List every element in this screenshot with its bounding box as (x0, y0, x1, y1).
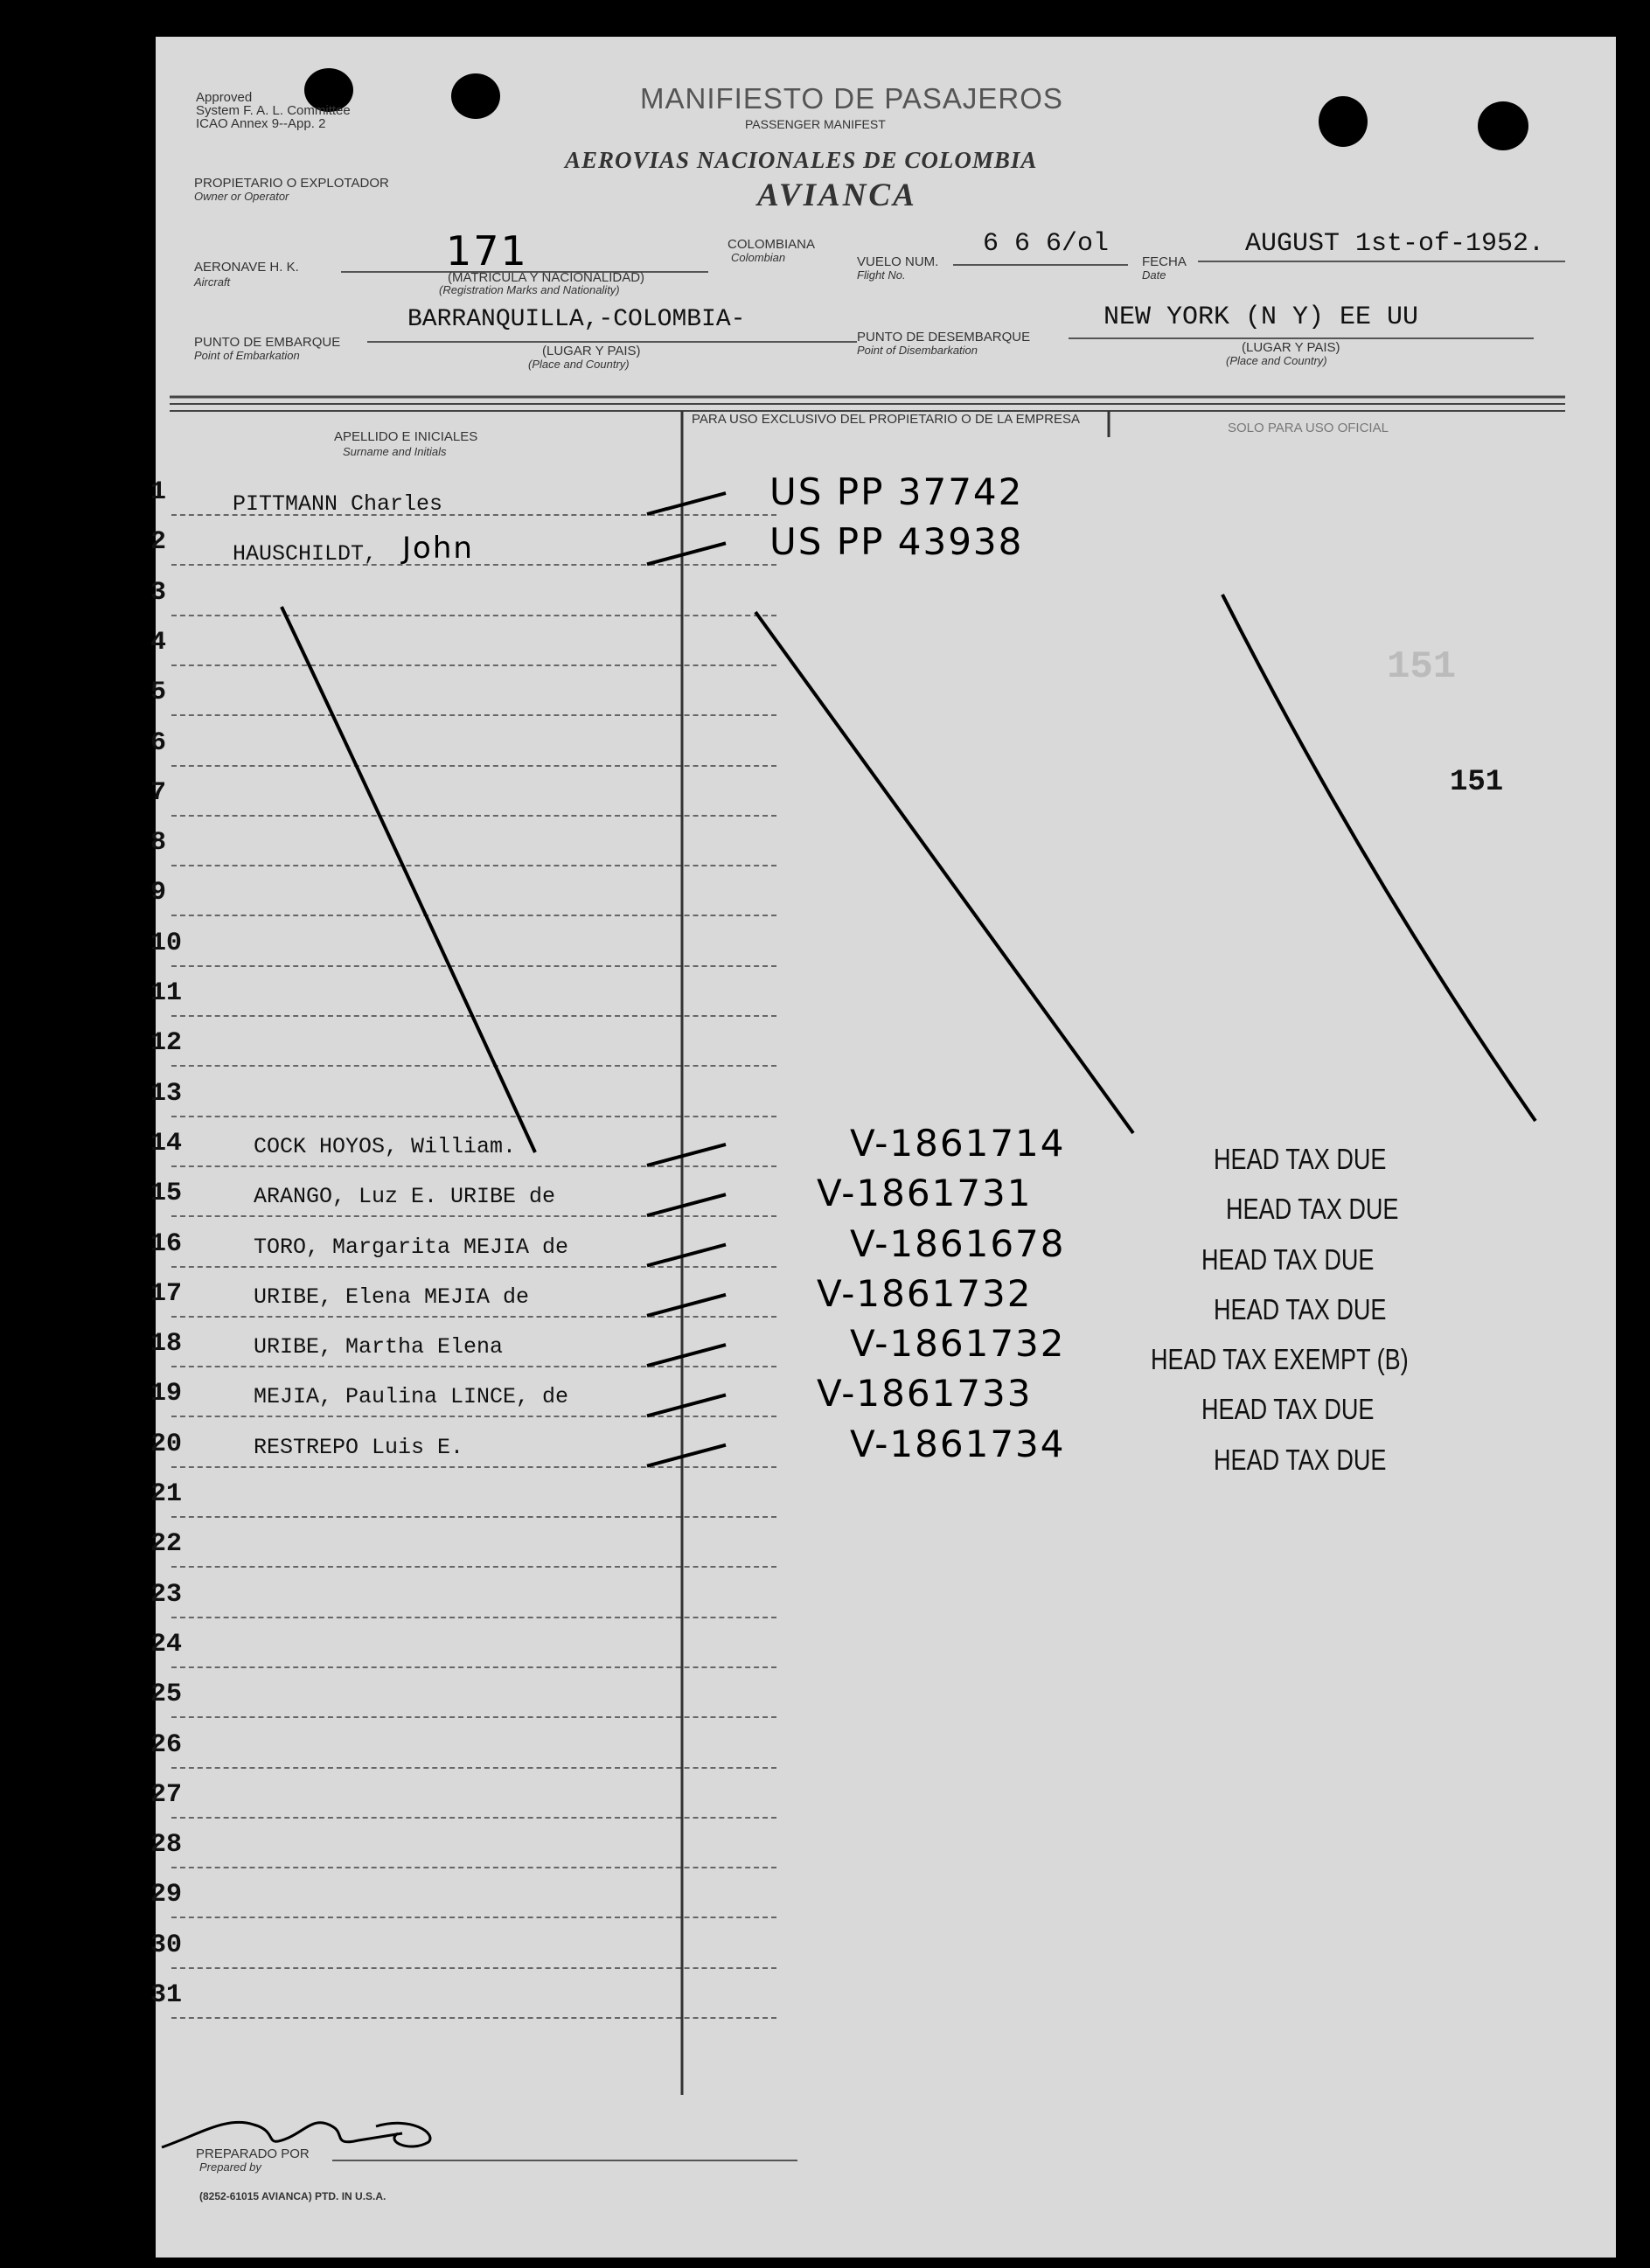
disembark-value: NEW YORK (N Y) EE UU (1103, 303, 1419, 332)
row-number: 24 (150, 1629, 183, 1659)
row-number: 8 (150, 828, 167, 859)
row-number: 10 (150, 928, 183, 958)
passenger-name: URIBE, Martha Elena (254, 1334, 504, 1360)
owner-label: PROPIETARIO O EXPLOTADOR (194, 176, 389, 191)
passport-number: V-1861733 (817, 1372, 1033, 1416)
tax-note: HEAD TAX DUE (1214, 1142, 1387, 1175)
passport-number: US PP 43938 (769, 520, 1024, 564)
row-number: 15 (150, 1179, 183, 1209)
form-title: MANIFIESTO DE PASAJEROS (640, 82, 1063, 115)
prepared-label-en: Prepared by (199, 2160, 261, 2174)
row-number: 17 (150, 1278, 183, 1309)
embark-place-label-en: (Place and Country) (528, 358, 630, 371)
passenger-name: HAUSCHILDT, (233, 541, 378, 567)
company-name: AEROVIAS NACIONALES DE COLOMBIA (565, 147, 1038, 173)
nationality-label: COLOMBIANA (728, 237, 816, 252)
row-number: 13 (150, 1078, 183, 1109)
embark-label: PUNTO DE EMBARQUE (194, 335, 341, 350)
printer-line: (8252-61015 AVIANCA) PTD. IN U.S.A. (199, 2190, 386, 2202)
disembark-label: PUNTO DE DESEMBARQUE (857, 330, 1031, 344)
row-number: 31 (150, 1980, 183, 2010)
row-number: 12 (150, 1028, 183, 1059)
approved-line: Approved (196, 90, 253, 105)
date-label: FECHA (1142, 254, 1187, 269)
row-number: 27 (150, 1779, 183, 1810)
disembark-place-label: (LUGAR Y PAIS) (1242, 340, 1340, 355)
row-number: 9 (150, 878, 167, 908)
passenger-name: TORO, Margarita MEJIA de (254, 1234, 569, 1260)
form-title-en: PASSENGER MANIFEST (745, 117, 886, 131)
row-number: 11 (150, 978, 183, 1008)
row-number: 16 (150, 1228, 183, 1259)
embark-label-en: Point of Embarkation (194, 349, 300, 362)
owner-label-en: Owner or Operator (194, 190, 289, 203)
check-mark (647, 1445, 726, 1466)
passport-number: V-1861714 (850, 1121, 1066, 1165)
check-mark (647, 1295, 726, 1316)
embark-value: BARRANQUILLA,-COLOMBIA- (407, 306, 746, 333)
row-number: 3 (150, 577, 167, 608)
column-owner-use: PARA USO EXCLUSIVO DEL PROPIETARIO O DE LA EMPRESA (691, 412, 1081, 427)
registration-label: (MATRICULA Y NACIONALIDAD) (448, 270, 645, 285)
check-mark (647, 1395, 726, 1416)
row-number: 5 (150, 678, 167, 708)
check-mark (647, 1144, 726, 1165)
faded-stamp: 151 (1387, 645, 1457, 689)
flight-label: VUELO NUM. (857, 254, 939, 269)
check-mark (647, 1194, 726, 1215)
column-surname: APELLIDO E INICIALES (334, 429, 478, 444)
row-number: 19 (150, 1379, 183, 1409)
row-number: 20 (150, 1429, 183, 1459)
disembark-label-en: Point of Disembarkation (857, 344, 978, 357)
prepared-label: PREPARADO POR (196, 2146, 310, 2161)
approved-line: System F. A. L. Committee (196, 103, 351, 118)
passenger-name: COCK HOYOS, William. (254, 1133, 517, 1159)
passport-number: V-1861731 (817, 1172, 1033, 1215)
row-number: 25 (150, 1680, 183, 1710)
aircraft-label-en: Aircraft (194, 275, 231, 289)
disembark-place-label-en: (Place and Country) (1226, 354, 1327, 367)
row-number: 7 (150, 777, 167, 808)
passport-number: V-1861732 (850, 1322, 1066, 1366)
signature (162, 2122, 430, 2147)
passenger-name: PITTMANN Charles (233, 491, 443, 517)
passenger-handwritten-name: John (402, 531, 474, 567)
row-number: 14 (150, 1128, 183, 1158)
page-stamp: 151 (1450, 766, 1504, 799)
registration-label-en: (Registration Marks and Nationality) (439, 283, 620, 296)
tax-note: HEAD TAX DUE (1201, 1242, 1375, 1276)
check-mark (647, 1245, 726, 1266)
row-number: 22 (150, 1529, 183, 1560)
company-short: AVIANCA (757, 177, 917, 213)
tax-note: HEAD TAX DUE (1226, 1193, 1399, 1226)
row-number: 29 (150, 1880, 183, 1910)
check-mark (647, 543, 726, 564)
tax-note: HEAD TAX DUE (1201, 1393, 1375, 1426)
row-number: 18 (150, 1329, 183, 1360)
check-mark (647, 493, 726, 514)
passport-number: V-1861732 (817, 1271, 1033, 1315)
row-number: 21 (150, 1479, 183, 1509)
row-number: 2 (150, 527, 167, 558)
approved-line: ICAO Annex 9--App. 2 (196, 116, 326, 131)
row-number: 4 (150, 627, 167, 657)
date-label-en: Date (1142, 268, 1166, 282)
row-number: 30 (150, 1930, 183, 1960)
column-surname-en: Surname and Initials (343, 445, 447, 458)
passport-number: V-1861678 (850, 1221, 1066, 1265)
passport-number: V-1861734 (850, 1422, 1066, 1465)
passenger-name: URIBE, Elena MEJIA de (254, 1284, 530, 1310)
row-number: 26 (150, 1729, 183, 1760)
embark-place-label: (LUGAR Y PAIS) (542, 344, 641, 358)
flight-value: 6 6 6/ol (983, 229, 1110, 259)
aircraft-label: AERONAVE H. K. (194, 260, 299, 275)
row-number: 6 (150, 727, 167, 758)
passenger-name: RESTREPO Luis E. (254, 1434, 464, 1460)
passenger-name: ARANGO, Luz E. URIBE de (254, 1184, 556, 1210)
tax-note: HEAD TAX EXEMPT (B) (1151, 1343, 1409, 1376)
tax-note: HEAD TAX DUE (1214, 1443, 1387, 1476)
date-value: AUGUST 1st-of-1952. (1245, 229, 1545, 259)
row-number: 1 (150, 477, 167, 507)
nationality-label-en: Colombian (731, 251, 786, 264)
row-number: 23 (150, 1579, 183, 1610)
column-official-use: SOLO PARA USO OFICIAL (1228, 421, 1389, 435)
row-number: 28 (150, 1830, 183, 1861)
flight-label-en: Flight No. (857, 268, 906, 282)
tax-note: HEAD TAX DUE (1214, 1292, 1387, 1325)
passport-number: US PP 37742 (769, 470, 1024, 513)
check-mark (647, 1345, 726, 1366)
passenger-name: MEJIA, Paulina LINCE, de (254, 1384, 569, 1410)
aircraft-value: 171 (446, 227, 528, 275)
